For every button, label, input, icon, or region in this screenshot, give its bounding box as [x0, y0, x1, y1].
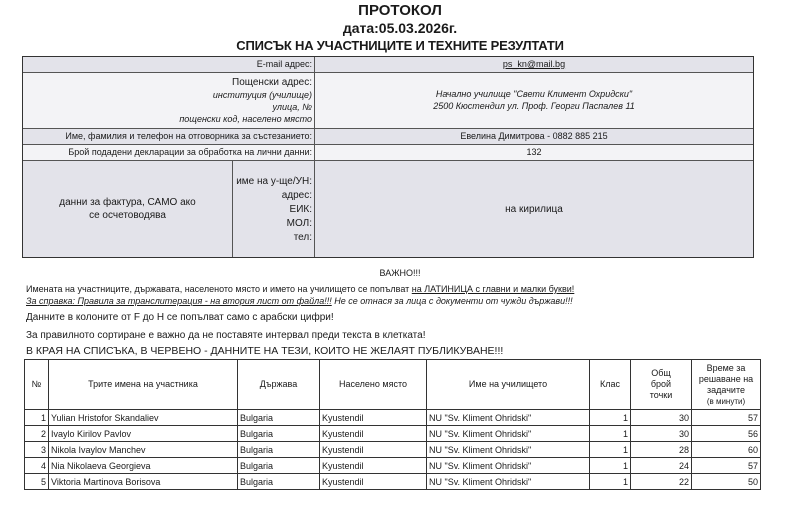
participant-city: Kyustendil	[320, 426, 427, 442]
participant-grade: 1	[590, 426, 631, 442]
invoice-field-phone: тел:	[293, 232, 312, 243]
participant-country: Bulgaria	[238, 426, 320, 442]
participant-city: Kyustendil	[320, 410, 427, 426]
header-time-l2: решаване на	[698, 373, 754, 384]
important-heading: ВАЖНО!!!	[379, 268, 421, 278]
declarations-row	[23, 145, 753, 161]
note-latin-emphasis: на ЛАТИНИЦА с главни и малки букви!	[411, 284, 575, 294]
invoice-row	[23, 161, 753, 257]
participants-table	[24, 359, 761, 490]
participant-points: 30	[631, 426, 692, 442]
note-transliteration	[26, 296, 573, 306]
participant-name: Nikola Ivaylov Manchev	[49, 442, 238, 458]
postal-row	[23, 73, 753, 129]
document-title: ПРОТОКОЛ	[358, 2, 442, 19]
table-row	[25, 474, 761, 490]
participant-school: NU "Sv. Kliment Ohridski"	[427, 410, 590, 426]
invoice-field-address: адрес:	[281, 190, 312, 201]
postal-label	[23, 73, 315, 128]
header-time	[692, 360, 761, 410]
declarations-value: 132	[526, 147, 542, 157]
participant-country: Bulgaria	[238, 442, 320, 458]
participant-time: 57	[692, 458, 761, 474]
document-subtitle: СПИСЪК НА УЧАСТНИЦИТЕ И ТЕХНИТЕ РЕЗУЛТАТИ	[236, 38, 564, 53]
invoice-field-mol: МОЛ:	[286, 218, 312, 229]
participant-points: 30	[631, 410, 692, 426]
participant-country: Bulgaria	[238, 410, 320, 426]
row-number: 1	[25, 410, 49, 426]
document-date: дата:05.03.2026г.	[342, 20, 458, 36]
participant-city: Kyustendil	[320, 458, 427, 474]
participant-time: 56	[692, 426, 761, 442]
header-time-l4: (в минути)	[706, 396, 746, 406]
responder-value: Евелина Димитрова - 0882 885 215	[460, 131, 608, 141]
participant-points: 24	[631, 458, 692, 474]
participant-city: Kyustendil	[320, 442, 427, 458]
participant-country: Bulgaria	[238, 474, 320, 490]
email-value[interactable]: ps_kn@mail.bg	[502, 59, 566, 69]
postal-label-postcode: пощенски код, населено място	[179, 114, 312, 124]
note-digits: Данните в колоните от F до H се попълват само с арабски цифри!	[26, 312, 334, 323]
invoice-field-eik: ЕИК:	[289, 204, 312, 215]
postal-value-institution: Начално училище "Свети Климент Охридски"	[435, 89, 633, 99]
table-header-row	[25, 360, 761, 410]
note-foreign-docs: Не се отнася за лица с документи от чужди държави!!!	[331, 296, 573, 306]
note-sorting: За правилното сортиране е важно да не поставяте интервал преди текста в клетката!	[26, 330, 426, 341]
participant-time: 50	[692, 474, 761, 490]
table-row	[25, 410, 761, 426]
header-country: Държава	[238, 360, 320, 410]
header-full-name: Трите имена на участника	[49, 360, 238, 410]
row-number: 5	[25, 474, 49, 490]
header-points	[631, 360, 692, 410]
responder-row	[23, 129, 753, 145]
header-points-label: Общ брой точки	[649, 368, 673, 400]
participant-city: Kyustendil	[320, 474, 427, 490]
participant-name: Yulian Hristofor Skandaliev	[49, 410, 238, 426]
table-row	[25, 458, 761, 474]
invoice-field-name: име на у-ще/УН:	[236, 176, 312, 187]
participant-grade: 1	[590, 442, 631, 458]
postal-label-institution: институция (училище)	[212, 90, 312, 100]
invoice-fields	[233, 161, 315, 257]
postal-label-title: Пощенски адрес:	[232, 77, 312, 88]
participant-name: Ivaylo Kirilov Pavlov	[49, 426, 238, 442]
row-number: 3	[25, 442, 49, 458]
participant-school: NU "Sv. Kliment Ohridski"	[427, 474, 590, 490]
participant-grade: 1	[590, 474, 631, 490]
participant-points: 28	[631, 442, 692, 458]
declarations-label: Брой подадени декларации за обработка на лични данни:	[23, 145, 315, 160]
note-transliteration-link[interactable]: За справка: Правила за транслитерация - на втория лист от файла!!!	[26, 296, 332, 306]
invoice-value: на кирилица	[505, 203, 563, 215]
participant-school: NU "Sv. Kliment Ohridski"	[427, 458, 590, 474]
email-row	[23, 57, 753, 73]
postal-label-street: улица, №	[272, 102, 312, 112]
postal-value	[315, 73, 753, 128]
participant-school: NU "Sv. Kliment Ohridski"	[427, 426, 590, 442]
participant-name: Viktoria Martinova Borisova	[49, 474, 238, 490]
participant-grade: 1	[590, 410, 631, 426]
participant-points: 22	[631, 474, 692, 490]
header-city: Населено място	[320, 360, 427, 410]
email-label: E-mail адрес:	[23, 57, 315, 72]
header-time-l1: Време за	[706, 362, 746, 373]
header-number: №	[25, 360, 49, 410]
participant-time: 57	[692, 410, 761, 426]
table-row	[25, 426, 761, 442]
school-info-table	[22, 56, 754, 258]
postal-value-address: 2500 Кюстендил ул. Проф. Георги Паспалев 11	[433, 101, 635, 111]
participant-time: 60	[692, 442, 761, 458]
invoice-label: данни за фактура, САМО ако се осчетоводява	[23, 161, 233, 257]
responder-label: Име, фамилия и телефон на отговорника за състезанието:	[23, 129, 315, 144]
note-latin-text: Имената на участниците, държавата, населеното място и името на училището се попълват	[26, 284, 412, 294]
row-number: 2	[25, 426, 49, 442]
row-number: 4	[25, 458, 49, 474]
header-grade: Клас	[590, 360, 631, 410]
header-school: Име на училището	[427, 360, 590, 410]
participant-name: Nia Nikolaeva Georgieva	[49, 458, 238, 474]
table-row	[25, 442, 761, 458]
note-latin	[26, 284, 574, 294]
note-publication: В КРАЯ НА СПИСЪКА, В ЧЕРВЕНО - ДАННИТЕ НА ТЕЗИ, КОИТО НЕ ЖЕЛАЯТ ПУБЛИКУВАНЕ!!!	[26, 345, 504, 357]
header-time-l3: задачите	[707, 384, 745, 395]
participant-grade: 1	[590, 458, 631, 474]
participant-country: Bulgaria	[238, 458, 320, 474]
participant-school: NU "Sv. Kliment Ohridski"	[427, 442, 590, 458]
